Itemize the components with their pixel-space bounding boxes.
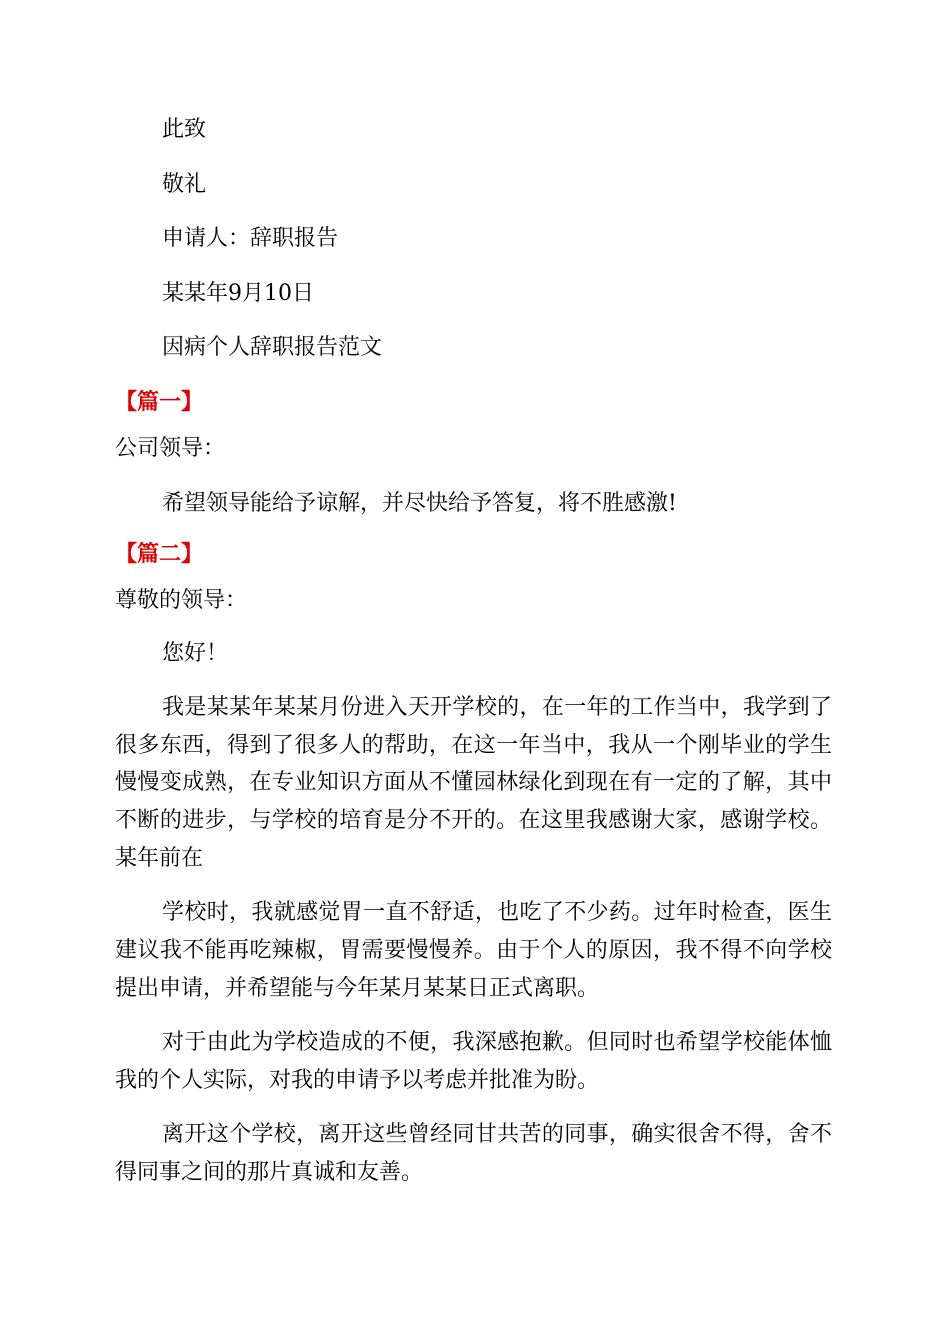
section-heading-2: 【篇二】: [115, 541, 204, 567]
date-line: 某某年9月10日: [162, 281, 314, 306]
paragraph-1-body: 希望领导能给予谅解，并尽快给予答复，将不胜感激!: [162, 491, 677, 516]
paragraph-line: 某年前在: [115, 846, 204, 871]
recipient-line-1: 公司领导：: [115, 436, 226, 461]
paragraph-line: 不断的进步，与学校的培育是分不开的。在这里我感谢大家，感谢学校。: [115, 808, 832, 833]
recipient-line-2: 尊敬的领导：: [115, 588, 248, 613]
paragraph-line: 离开这个学校，离开这些曾经同甘共苦的同事，确实很舍不得，舍不: [162, 1122, 832, 1147]
paragraph-line: 我的个人实际，对我的申请予以考虑并批准为盼。: [115, 1068, 600, 1093]
paragraph-line: 学校时，我就感觉胃一直不舒适，也吃了不少药。过年时检查，医生: [162, 900, 832, 925]
section-heading-1: 【篇一】: [115, 389, 204, 415]
greeting-line: 您好！: [162, 641, 229, 666]
paragraph-line: 我是某某年某某月份进入天开学校的，在一年的工作当中，我学到了: [162, 695, 832, 720]
paragraph-line: 慢慢变成熟，在专业知识方面从不懂园林绿化到现在有一定的了解，其中: [115, 770, 832, 795]
applicant-line: 申请人：辞职报告: [162, 226, 339, 251]
paragraph-line: 提出申请，并希望能与今年某月某某日正式离职。: [115, 976, 600, 1001]
closing-salutation: 此致: [162, 117, 207, 142]
paragraph-line: 很多东西，得到了很多人的帮助，在这一年当中，我从一个刚毕业的学生: [115, 733, 832, 758]
paragraph-line: 得同事之间的那片真诚和友善。: [115, 1160, 424, 1185]
document-title: 因病个人辞职报告范文: [162, 335, 383, 360]
paragraph-line: 对于由此为学校造成的不便，我深感抱歉。但同时也希望学校能体恤: [162, 1030, 832, 1055]
closing-respect: 敬礼: [162, 172, 207, 197]
paragraph-line: 建议我不能再吃辣椒，胃需要慢慢养。由于个人的原因，我不得不向学校: [115, 938, 832, 963]
